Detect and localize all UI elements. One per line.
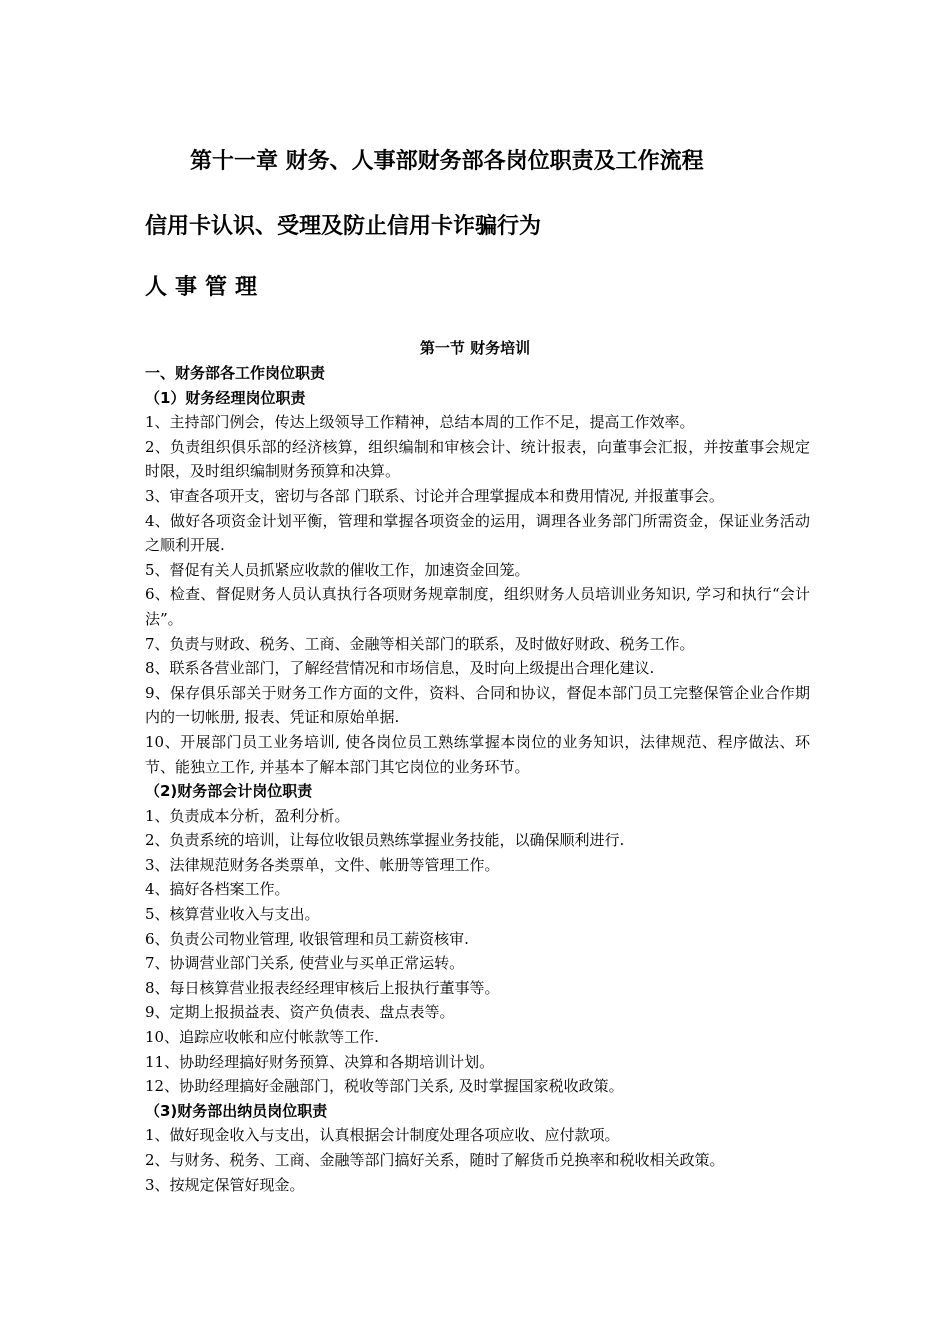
list-item: 8、联系各营业部门，了解经营情况和市场信息，及时向上级提出合理化建议.	[145, 659, 655, 678]
list-item: 12、协助经理搞好金融部门，税收等部门关系, 及时掌握国家税收政策。	[145, 1077, 624, 1096]
list-item: 7、协调营业部门关系, 使营业与买单正常运转。	[145, 954, 465, 973]
accountant-duties-heading: （2)财务部会计岗位职责	[145, 782, 313, 801]
list-item: 1、负责成本分析，盈利分析。	[145, 806, 350, 825]
list-item: 2、负责组织俱乐部的经济核算，组织编制和审核会计、统计报表，向董事会汇报，并按董事会规定时限，及时组织编制财务预算和决算。	[145, 437, 810, 481]
list-item: 4、搞好各档案工作。	[145, 880, 290, 899]
list-item: 5、督促有关人员抓紧应收款的催收工作，加速资金回笼。	[145, 560, 530, 579]
hr-heading: 人事管理	[145, 275, 266, 300]
list-item: 6、负责公司物业管理, 收银管理和员工薪资核审.	[145, 929, 469, 948]
list-item: 1、做好现金收入与支出，认真根据会计制度处理各项应收、应付款项。	[145, 1126, 620, 1145]
manager-duties-heading: （1）财务经理岗位职责	[145, 388, 306, 407]
list-item: 3、法律规范财务各类票单，文件、帐册等管理工作。	[145, 855, 500, 874]
list-item: 4、做好各项资金计划平衡，管理和掌握各项资金的运用，调理各业务部门所需资金，保证业务活动之顺利开展.	[145, 511, 810, 555]
part-heading: 一、财务部各工作岗位职责	[145, 364, 326, 382]
cashier-duties-heading: （3)财务部出纳员岗位职责	[145, 1101, 328, 1120]
list-item: 10、追踪应收帐和应付帐款等工作.	[145, 1028, 379, 1047]
section-title: 第一节 财务培训	[419, 339, 531, 357]
list-item: 9、保存俱乐部关于财务工作方面的文件，资料、合同和协议，督促本部门员工完整保管企业合作期内的一切帐册, 报表、凭证和原始单据.	[145, 683, 810, 727]
document-body	[145, 361, 810, 1197]
subtitle-heading: 信用卡认识、受理及防止信用卡诈骗行为	[145, 214, 542, 239]
list-item: 2、与财务、税务、工商、金融等部门搞好关系，随时了解货币兑换率和税收相关政策。	[145, 1151, 725, 1169]
list-item: 3、按规定保管好现金。	[145, 1175, 305, 1194]
list-item: 8、每日核算营业报表经经理审核后上报执行董事等。	[145, 978, 500, 997]
list-item: 1、主持部门例会，传达上级领导工作精神，总结本周的工作不足，提高工作效率。	[145, 413, 695, 432]
list-item: 10、开展部门员工业务培训, 使各岗位员工熟练掌握本岗位的业务知识，法律规范、程序做法、环节、能独立工作, 并基本了解本部门其它岗位的业务环节。	[145, 732, 810, 776]
chapter-heading: 第十一章 财务、人事部财务部各岗位职责及工作流程	[190, 149, 704, 174]
list-item: 11、协助经理搞好财务预算、决算和各期培训计划。	[145, 1052, 495, 1071]
list-item: 2、负责系统的培训，让每位收银员熟练掌握业务技能，以确保顺利进行.	[145, 831, 625, 850]
list-item: 3、审查各项开支，密切与各部 门联系、讨论并合理掌握成本和费用情况, 并报董事会。	[145, 486, 724, 505]
list-item: 7、负责与财政、税务、工商、金融等相关部门的联系，及时做好财政、税务工作。	[145, 634, 695, 653]
list-item: 9、定期上报损益表、资产负债表、盘点表等。	[145, 1003, 455, 1022]
list-item: 5、核算营业收入与支出。	[145, 905, 320, 924]
list-item: 6、检查、督促财务人员认真执行各项财务规章制度，组织财务人员培训业务知识, 学习和执行“会计法”。	[145, 585, 810, 628]
